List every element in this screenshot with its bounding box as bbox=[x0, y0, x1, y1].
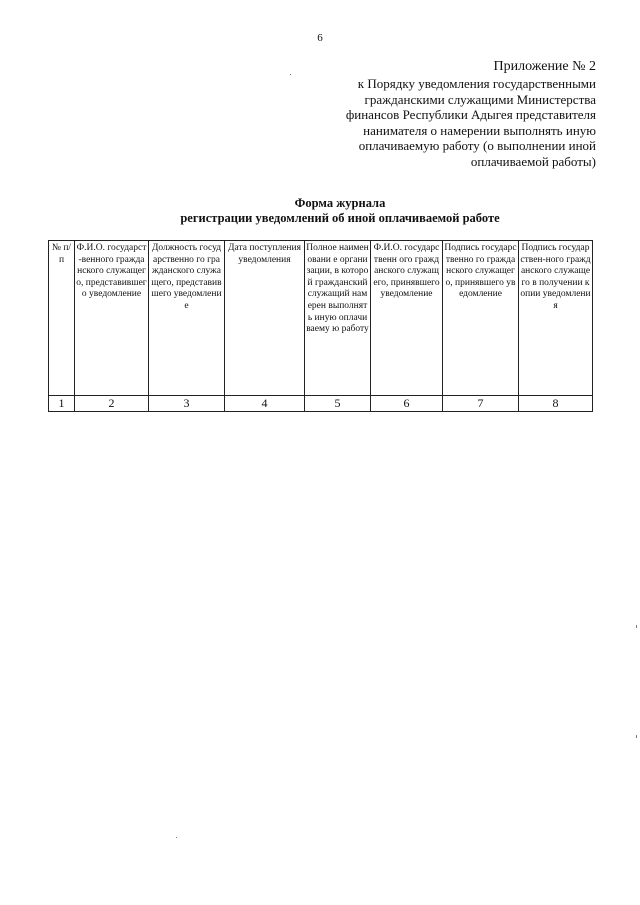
column-number: 3 bbox=[149, 396, 225, 412]
page-number: 6 bbox=[317, 32, 323, 44]
scan-speck bbox=[636, 625, 637, 628]
appendix-line: гражданскими служащими Министерства bbox=[364, 91, 596, 107]
scan-speck bbox=[290, 74, 291, 75]
column-header: Подпись государственно го гражданского служащего, принявшего уведомление bbox=[443, 241, 519, 396]
appendix-line: нанимателя о намерении выполнять иную bbox=[363, 122, 596, 138]
column-header: № п/п bbox=[49, 241, 75, 396]
table-number-row bbox=[49, 396, 593, 412]
column-header: Полное наименовани е организации, в которой гражданский служащий намерен выполнять иную оплачиваему ю работу bbox=[305, 241, 371, 396]
column-number: 2 bbox=[75, 396, 149, 412]
appendix-line: оплачиваемую работу (о выполнении иной bbox=[358, 138, 596, 153]
appendix-line: оплачиваемой работы) bbox=[470, 153, 596, 169]
column-number: 5 bbox=[305, 396, 371, 412]
column-header: Ф.И.О. государственн ого гражданского служащего, принявшего уведомление bbox=[371, 241, 443, 396]
column-header: Ф.И.О. государст-венного гражданского служащего, представившего уведомление bbox=[75, 241, 149, 396]
column-number: 1 bbox=[49, 396, 75, 412]
table-header-row bbox=[49, 241, 593, 396]
form-title-line1: Форма журнала bbox=[294, 196, 386, 210]
appendix-block bbox=[276, 58, 596, 169]
column-number: 7 bbox=[443, 396, 519, 412]
form-title bbox=[0, 196, 640, 226]
column-header: Должность государственно го гражданского служащего, представившего уведомление bbox=[149, 241, 225, 396]
column-number: 6 bbox=[371, 396, 443, 412]
column-header: Дата поступления уведомления bbox=[225, 241, 305, 396]
scan-speck bbox=[176, 837, 177, 838]
scan-speck bbox=[636, 735, 637, 738]
appendix-line: к Порядку уведомления государственными bbox=[357, 76, 596, 91]
column-number: 8 bbox=[519, 396, 593, 412]
appendix-heading: Приложение № 2 bbox=[493, 59, 596, 74]
appendix-line: финансов Республики Адыгея представителя bbox=[345, 107, 596, 122]
column-number: 4 bbox=[225, 396, 305, 412]
journal-table bbox=[48, 240, 593, 412]
form-title-line2: регистрации уведомлений об иной оплачиваемой работе bbox=[180, 211, 500, 225]
column-header: Подпись государствен-ного гражданского служащего в получении копии уведомления bbox=[519, 241, 593, 396]
